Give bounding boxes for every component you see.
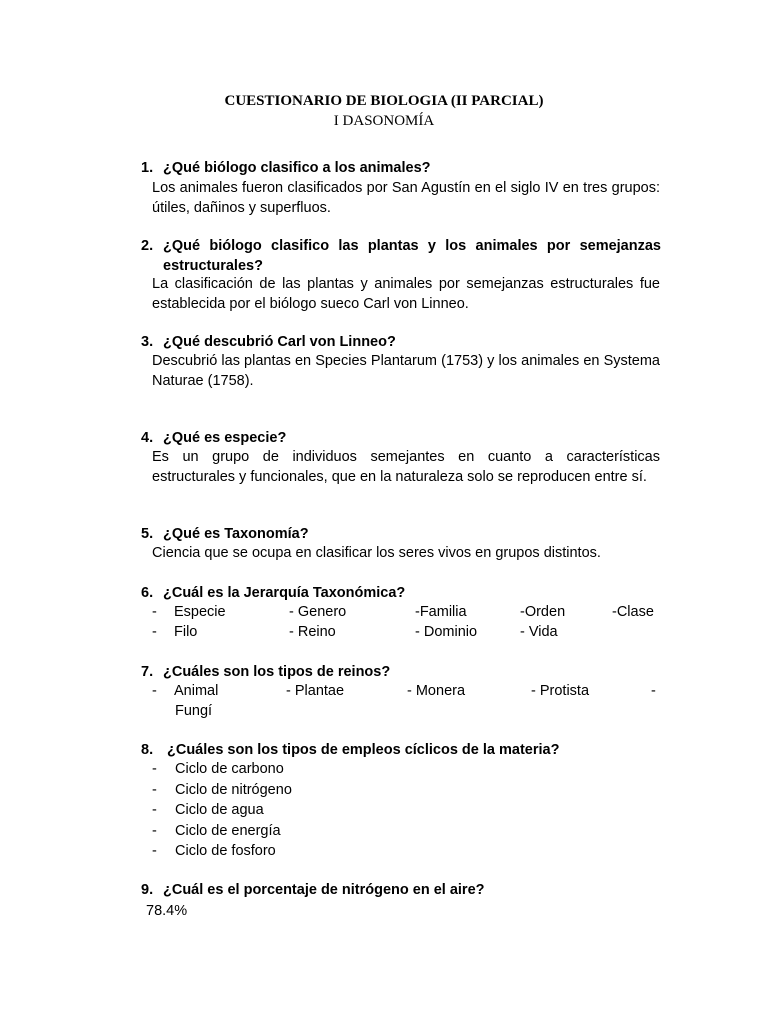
- question-8: [141, 740, 661, 760]
- answer-5: Ciencia que se ocupa en clasificar los seres vivos en grupos distintos.: [152, 545, 601, 561]
- list-bullet: -: [152, 761, 157, 777]
- list-bullet: -: [152, 782, 157, 798]
- answer-4: Es un grupo de individuos semejantes en cuanto a características estructurales y funcionales, que en la naturaleza solo se reproducen entre sí.: [152, 449, 660, 485]
- hierarchy-item: -Familia: [415, 604, 467, 620]
- question-number: 8.: [141, 742, 154, 758]
- question-number: 6.: [141, 585, 154, 601]
- question-text: ¿Qué biólogo clasifico las plantas y los animales por semejanzas estructurales?: [163, 238, 661, 274]
- hierarchy-item: - Dominio: [415, 624, 478, 640]
- question-text: ¿Cuáles son los tipos de reinos?: [163, 664, 391, 680]
- question-number: 9.: [141, 882, 154, 898]
- answer-2: La clasificación de las plantas y animales por semejanzas estructurales fue establecida por el biólogo sueco Carl von Linneo.: [152, 276, 660, 312]
- question-text: ¿Qué descubrió Carl von Linneo?: [163, 334, 396, 350]
- hierarchy-row-1: [152, 602, 662, 622]
- question-number: 3.: [141, 334, 154, 350]
- question-2: [141, 236, 661, 276]
- list-bullet: -: [152, 802, 157, 818]
- question-number: 4.: [141, 430, 154, 446]
- hierarchy-item: - Reino: [289, 624, 336, 640]
- hierarchy-item: -Orden: [520, 604, 566, 620]
- list-bullet: -: [152, 624, 157, 640]
- question-text: ¿Qué es especie?: [163, 430, 287, 446]
- cycle-item: Ciclo de energía: [175, 823, 281, 839]
- cycle-item: Ciclo de fosforo: [175, 843, 276, 859]
- list-bullet: -: [651, 683, 656, 699]
- cycle-item: Ciclo de agua: [175, 802, 264, 818]
- list-bullet: -: [152, 823, 157, 839]
- hierarchy-row-2: [152, 622, 662, 642]
- answer-3: Descubrió las plantas en Species Plantarum (1753) y los animales en Systema Naturae (1758).: [152, 353, 660, 389]
- kingdom-item: - Monera: [407, 683, 466, 699]
- question-text: ¿Cuál es la Jerarquía Taxonómica?: [163, 585, 406, 601]
- kingdom-item-wrap: Fungí: [175, 703, 213, 719]
- question-number: 2.: [141, 238, 154, 254]
- kingdoms-row: [152, 681, 662, 701]
- question-number: 5.: [141, 526, 154, 542]
- hierarchy-item: Especie: [174, 604, 226, 620]
- question-9: [141, 880, 661, 900]
- list-bullet: -: [152, 683, 157, 699]
- cycle-item: Ciclo de nitrógeno: [175, 782, 292, 798]
- kingdom-item: - Protista: [531, 683, 590, 699]
- hierarchy-item: - Genero: [289, 604, 347, 620]
- question-text: ¿Qué biólogo clasifico a los animales?: [163, 160, 431, 176]
- hierarchy-item: Filo: [174, 624, 198, 640]
- question-3: [141, 332, 661, 352]
- answer-9: 78.4%: [146, 903, 188, 919]
- kingdom-item: - Plantae: [286, 683, 345, 699]
- kingdom-item: Animal: [174, 683, 219, 699]
- question-7: [141, 662, 661, 682]
- question-6: [141, 583, 661, 603]
- question-4: [141, 428, 661, 448]
- list-bullet: -: [152, 843, 157, 859]
- question-text: ¿Cuáles son los tipos de empleos cíclicos de la materia?: [167, 742, 560, 758]
- answer-1: Los animales fueron clasificados por San Agustín en el siglo IV en tres grupos: útiles, dañinos y superfluos.: [152, 180, 660, 216]
- question-text: ¿Cuál es el porcentaje de nitrógeno en el aire?: [163, 882, 485, 898]
- question-1: [141, 158, 661, 178]
- cycle-item: Ciclo de carbono: [175, 761, 284, 777]
- hierarchy-item: -Clase: [612, 604, 654, 620]
- question-number: 7.: [141, 664, 154, 680]
- document-title: CUESTIONARIO DE BIOLOGIA (II PARCIAL): [224, 93, 544, 109]
- document-subtitle: I DASONOMÍA: [333, 113, 435, 129]
- question-text: ¿Qué es Taxonomía?: [163, 526, 309, 542]
- question-5: [141, 524, 661, 544]
- question-number: 1.: [141, 160, 154, 176]
- hierarchy-item: - Vida: [520, 624, 558, 640]
- list-bullet: -: [152, 604, 157, 620]
